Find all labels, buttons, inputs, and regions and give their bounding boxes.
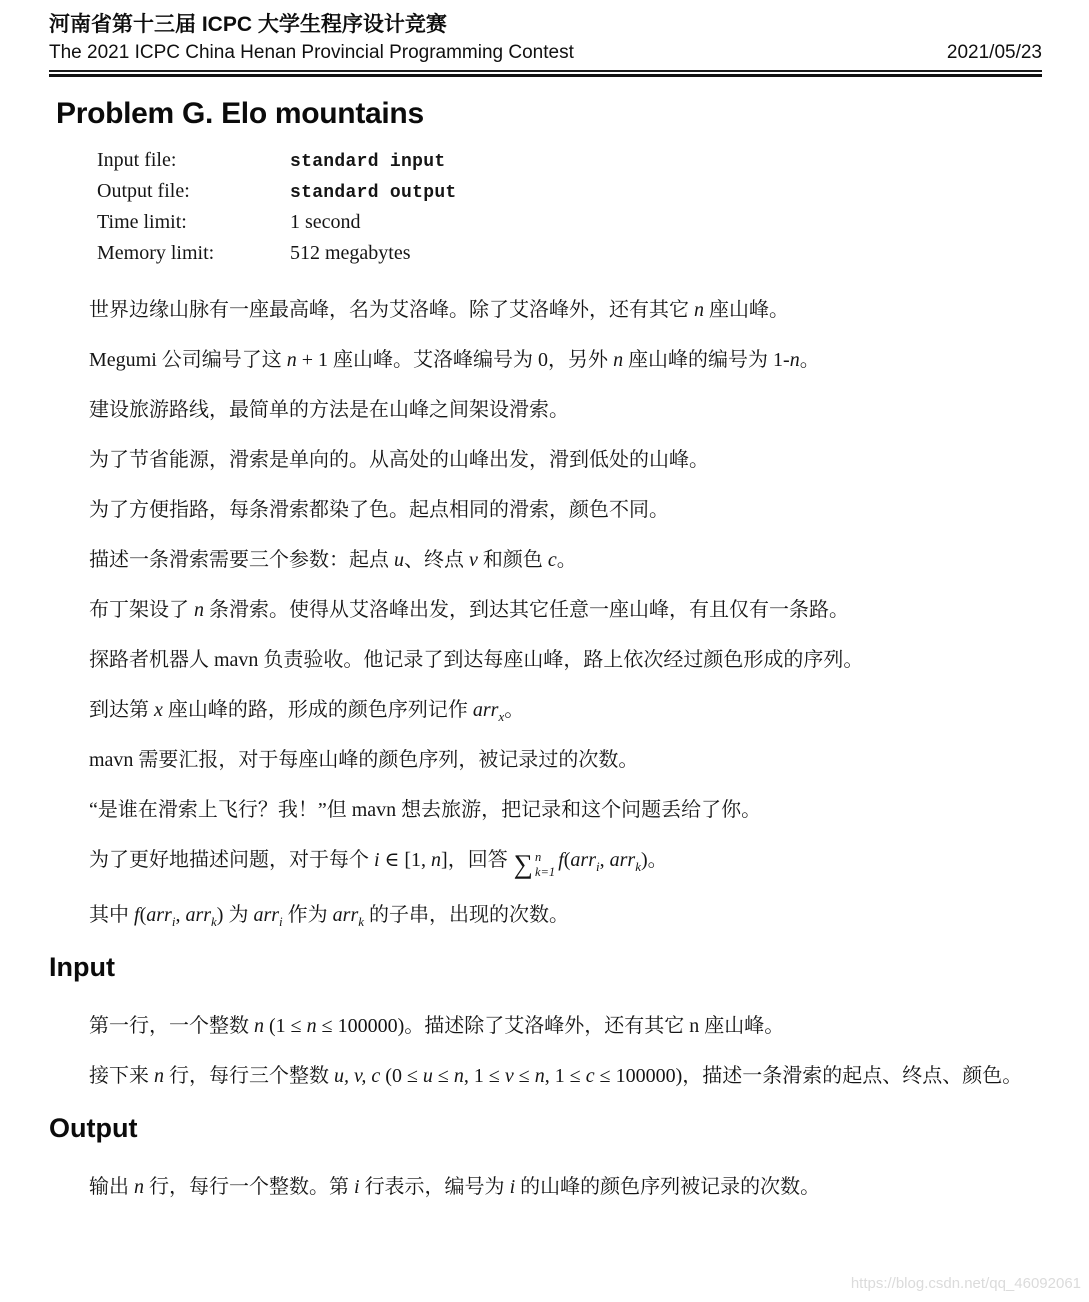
summation-limits: n k=1 [534,850,556,879]
math-var: n [286,349,297,372]
paragraph: 到达第 x 座山峰的路，形成的颜色序列记作 arr$_x$。 [89,699,525,725]
problem-meta [97,149,1042,273]
math-var: c [585,1065,595,1088]
paragraph: 为了更好地描述问题，对于每个 i ∈ [1, n]，回答 ∑ n k=1 f(arr$_i$, arr$_k$)。 [89,849,668,880]
math-var: f [558,849,564,872]
math-var: n [613,349,624,372]
paragraph: 输出 n 行，每行一个整数。第 i 行表示，编号为 i 的山峰的颜色序列被记录的次数。 [89,1176,821,1199]
meta-label-memory-limit: Memory limit: [97,242,215,265]
math-var: n [453,1065,464,1088]
section-input [49,952,1042,1090]
header-rule [49,70,1042,77]
contest-date: 2021/05/23 [946,42,1042,64]
paragraph: 其中 f(arr$_i$, arr$_k$) 为 arr$_i$ 作为 arr$_k$ 的子串，出现的次数。 [89,904,570,930]
document-header [49,12,1042,77]
math-var: c [547,549,557,572]
paragraph: “是谁在滑索上飞行？我！”但 mavn 想去旅游，把记录和这个问题丢给了你。 [89,799,762,822]
section-heading-input: Input [49,952,115,983]
summation-operator [514,850,555,879]
input-section-body [49,1013,1042,1090]
math-var: n [789,349,800,372]
problem-title: Problem G. Elo mountains [56,97,424,131]
meta-row-output-file [97,180,1042,211]
contest-subtitle-row [49,42,1042,64]
math-var: n [194,599,204,622]
meta-label-time-limit: Time limit: [97,211,187,234]
csdn-watermark: https://blog.csdn.net/qq_46092061 [850,1275,1081,1292]
header-rule-thick [49,74,1042,77]
math-var: arr$_i$ [253,904,283,930]
meta-label-output-file: Output file: [97,180,190,203]
paragraph: 第一行，一个整数 n (1 ≤ n ≤ 100000)。描述除了艾洛峰外，还有其它 n 座山峰。 [89,1015,785,1038]
paragraph: 接下来 n 行，每行三个整数 u, v, c (0 ≤ u ≤ n, 1 ≤ v ≤ n, 1 ≤ c ≤ 100000)，描述一条滑索的起点、终点、颜色。 [89,1065,1023,1088]
meta-row-memory-limit [97,242,1042,273]
paragraph: 布丁架设了 n 条滑索。使得从艾洛峰出发，到达其它任意一座山峰，有且仅有一条路。 [89,599,849,622]
math-var: arr$_i$ [146,904,176,930]
meta-row-input-file [97,149,1042,180]
problem-statement [49,297,1042,929]
meta-row-time-limit [97,211,1042,242]
math-var: u [394,549,404,572]
math-var: arr$_k$ [185,904,217,930]
meta-value-memory-limit: 512 megabytes [290,242,411,265]
math-var: x [154,699,163,722]
paragraph: mavn 需要汇报，对于每座山峰的颜色序列，被记录过的次数。 [89,749,639,772]
math-var: arr$_i$ [570,849,600,875]
meta-value-output-file: standard output [290,183,457,204]
paragraph: 为了方便指路，每条滑索都染了色。起点相同的滑索，颜色不同。 [89,499,669,522]
math-var: n [134,1176,144,1199]
math-var: n [306,1015,317,1038]
math-var: arr$_k$ [609,849,641,875]
math-var: i [354,1176,360,1199]
math-var: n [694,299,704,322]
sigma-symbol: ∑ [513,849,533,880]
math-var: u, v, c [334,1065,381,1088]
meta-value-time-limit: 1 second [290,211,361,234]
paragraph: Megumi 公司编号了这 n + 1 座山峰。艾洛峰编号为 0，另外 n 座山峰的编号为 1-n。 [89,349,820,372]
math-var: v [469,549,478,572]
paragraph: 建设旅游路线，最简单的方法是在山峰之间架设滑索。 [89,399,569,422]
section-heading-output: Output [49,1113,138,1144]
math-var: i [509,1176,516,1199]
meta-label-input-file: Input file: [97,149,177,172]
paragraph: 为了节省能源，滑索是单向的。从高处的山峰出发，滑到低处的山峰。 [89,449,709,472]
math-var: arr$_k$ [332,904,365,930]
header-rule-thin [49,70,1042,72]
math-var: u [422,1065,433,1088]
math-var: v [504,1065,514,1088]
output-section-body [49,1174,1042,1201]
section-output [49,1113,1042,1201]
math-var: i [374,849,380,872]
contest-title-cn: 河南省第十三届 ICPC 大学生程序设计竞赛 [49,13,447,36]
math-var: arr$_x$ [472,699,505,725]
meta-value-input-file: standard input [290,152,446,173]
contest-title-en: The 2021 ICPC China Henan Provincial Programming Contest [49,42,574,64]
math-var: n [431,849,442,872]
paragraph: 描述一条滑索需要三个参数：起点 u、终点 v 和颜色 c。 [89,549,577,572]
math-var: n [154,1065,164,1088]
paragraph: 世界边缘山脉有一座最高峰，名为艾洛峰。除了艾洛峰外，还有其它 n 座山峰。 [89,299,789,322]
math-var: n [534,1065,545,1088]
math-var: n [254,1015,264,1038]
math-var: f [134,904,140,927]
paragraph: 探路者机器人 mavn 负责验收。他记录了到达每座山峰，路上依次经过颜色形成的序列。 [89,649,864,672]
